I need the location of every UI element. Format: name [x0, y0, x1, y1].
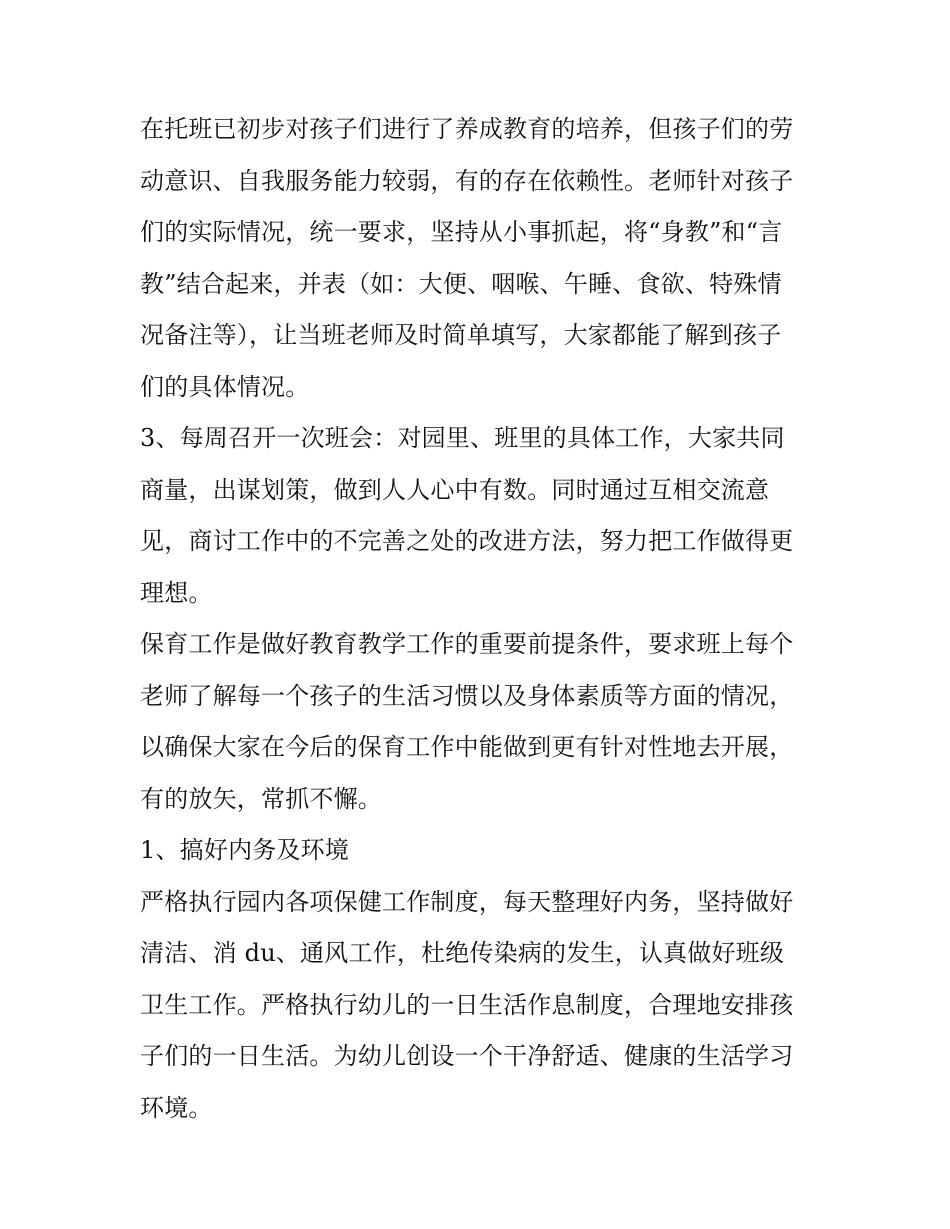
text-line: 理想。 [140, 578, 213, 607]
text-line: 子们的一日生活。为幼儿创设一个干净舒适、健康的生活学习 [140, 1042, 794, 1070]
text-line: 们的实际情况，统一要求，坚持从小事抓起，将“身教”和“言 [140, 218, 783, 246]
text-line: 在托班已初步对孩子们进行了养成教育的培养，但孩子们的劳 [140, 115, 794, 143]
text-line: 老师了解每一个孩子的生活习惯以及身体素质等方面的情况， [140, 681, 794, 710]
text-line: 清洁、消 du、通风工作，杜绝传染病的发生，认真做好班级 [140, 939, 785, 967]
text-line: 教”结合起来，并表（如：大便、咽喉、午睡、食欲、特殊情 [140, 269, 782, 298]
text-line: 保育工作是做好教育教学工作的重要前提条件，要求班上每个 [140, 630, 794, 658]
document-body [140, 104, 820, 1134]
text-line: 3、每周召开一次班会：对园里、班里的具体工作，大家共同 [140, 424, 785, 452]
text-line: 环境。 [140, 1093, 213, 1122]
text-line: 们的具体情况。 [140, 372, 310, 401]
text-line: 严格执行园内各项保健工作制度，每天整理好内务，坚持做好 [140, 887, 794, 916]
text-line: 卫生工作。严格执行幼儿的一日生活作息制度，合理地安排孩 [140, 990, 794, 1019]
text-line: 见，商讨工作中的不完善之处的改进方法，努力把工作做得更 [140, 527, 794, 555]
text-line: 以确保大家在今后的保育工作中能做到更有针对性地去开展， [140, 733, 794, 761]
text-line: 动意识、自我服务能力较弱，有的存在依赖性。老师针对孩子 [140, 166, 794, 195]
text-line: 有的放矢，常抓不懈。 [140, 784, 382, 813]
text-line: 商量，出谋划策，做到人人心中有数。同时通过互相交流意 [140, 475, 770, 504]
text-line: 况备注等），让当班老师及时简单填写，大家都能了解到孩子 [140, 321, 782, 349]
section-heading: 1、搞好内务及环境 [140, 836, 350, 864]
